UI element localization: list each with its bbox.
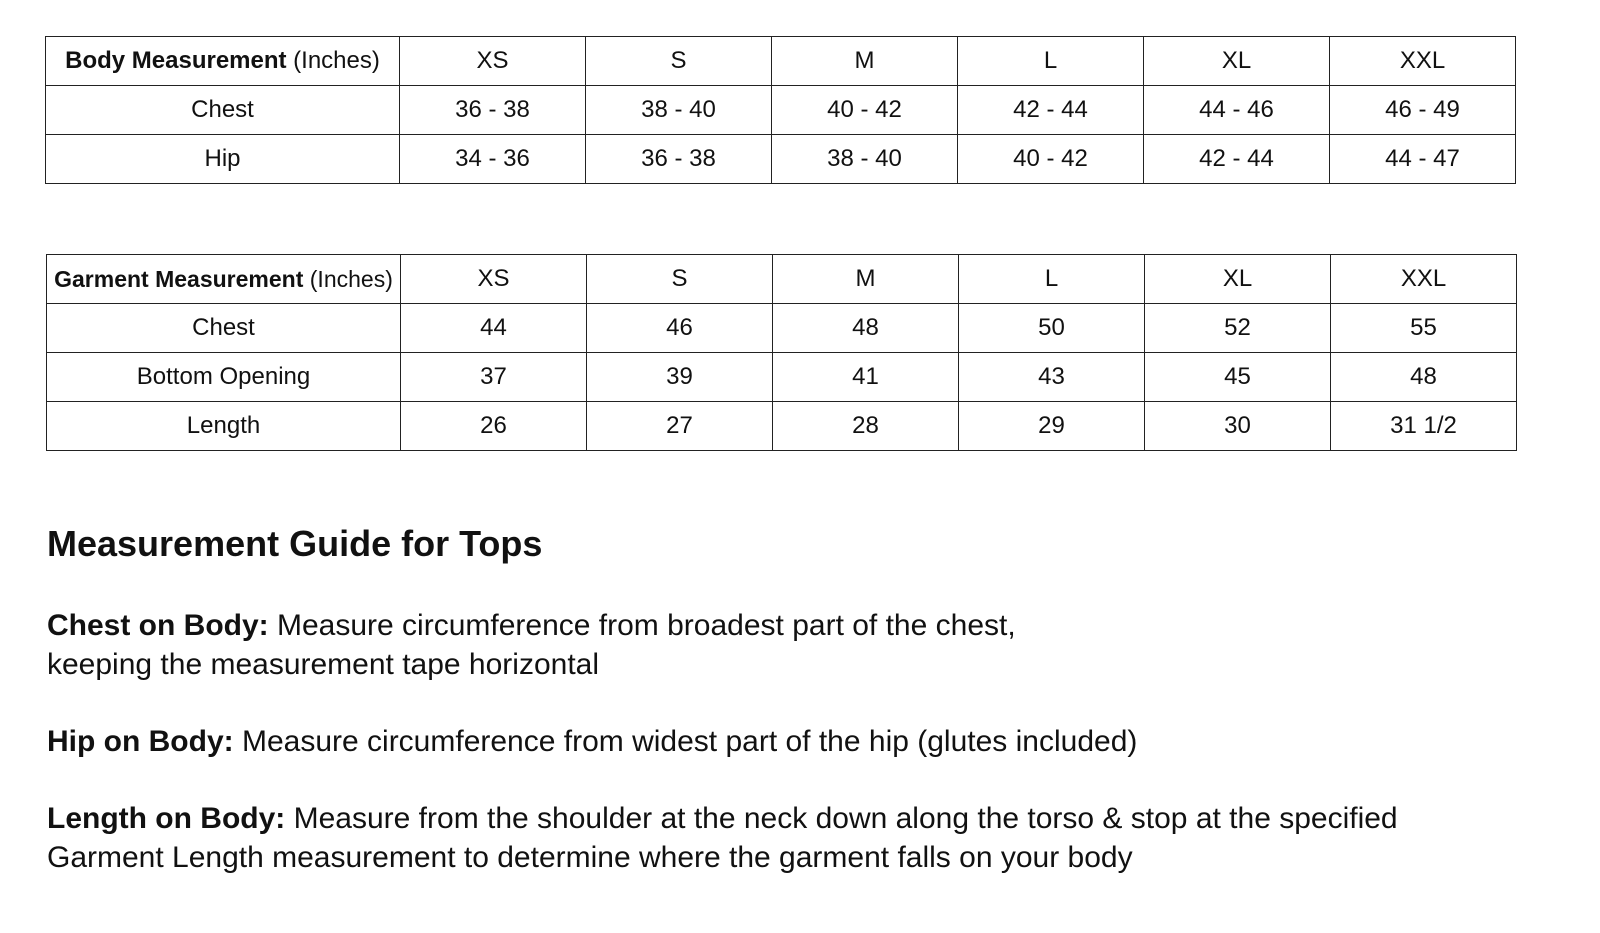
- table-cell: 30: [1145, 402, 1331, 451]
- table-row: [46, 135, 1516, 184]
- size-header: M: [772, 37, 958, 86]
- table-row: [46, 86, 1516, 135]
- table-cell: 50: [959, 304, 1145, 353]
- table-cell: 29: [959, 402, 1145, 451]
- size-header: L: [958, 37, 1144, 86]
- guide-title: Measurement Guide for Tops: [47, 523, 543, 564]
- measurement-guide: [47, 518, 1567, 877]
- table-row: [47, 402, 1517, 451]
- size-header: XXL: [1330, 37, 1516, 86]
- table-cell: 46: [587, 304, 773, 353]
- table-header-row: [46, 37, 1516, 86]
- table-cell: 26: [401, 402, 587, 451]
- table-cell: 43: [959, 353, 1145, 402]
- size-header: XL: [1144, 37, 1330, 86]
- size-header: XL: [1145, 255, 1331, 304]
- row-label: Length: [47, 402, 401, 451]
- size-header: S: [586, 37, 772, 86]
- table-cell: 41: [773, 353, 959, 402]
- table-header-label: Garment Measurement (Inches): [47, 255, 401, 304]
- guide-item-length: [47, 799, 1567, 877]
- table-cell: 38 - 40: [586, 86, 772, 135]
- table-cell: 31 1/2: [1331, 402, 1517, 451]
- table-cell: 27: [587, 402, 773, 451]
- guide-text: keeping the measurement tape horizontal: [47, 648, 600, 681]
- size-header: XXL: [1331, 255, 1517, 304]
- row-label: Chest: [47, 304, 401, 353]
- body-measurement-table: [45, 36, 1516, 184]
- table-row: [47, 304, 1517, 353]
- table-cell: 28: [773, 402, 959, 451]
- table-cell: 48: [1331, 353, 1517, 402]
- table-header-label: Body Measurement (Inches): [46, 37, 400, 86]
- table-cell: 42 - 44: [958, 86, 1144, 135]
- guide-text: Measure circumference from widest part of the hip (glutes included): [233, 725, 1138, 758]
- table-cell: 46 - 49: [1330, 86, 1516, 135]
- table-header-row: [47, 255, 1517, 304]
- table-cell: 44 - 46: [1144, 86, 1330, 135]
- row-label: Chest: [46, 86, 400, 135]
- table-cell: 40 - 42: [772, 86, 958, 135]
- guide-text: Garment Length measurement to determine where the garment falls on your body: [47, 841, 1133, 874]
- size-header: XS: [400, 37, 586, 86]
- guide-text: Measure from the shoulder at the neck down along the torso & stop at the specified: [285, 802, 1398, 835]
- size-header: XS: [401, 255, 587, 304]
- table-cell: 36 - 38: [586, 135, 772, 184]
- table-cell: 40 - 42: [958, 135, 1144, 184]
- table-cell: 36 - 38: [400, 86, 586, 135]
- table-cell: 42 - 44: [1144, 135, 1330, 184]
- table-cell: 45: [1145, 353, 1331, 402]
- guide-item-chest: [47, 606, 1567, 684]
- table-cell: 52: [1145, 304, 1331, 353]
- table-cell: 44 - 47: [1330, 135, 1516, 184]
- table-cell: 39: [587, 353, 773, 402]
- row-label: Bottom Opening: [47, 353, 401, 402]
- size-header: M: [773, 255, 959, 304]
- table-row: [47, 353, 1517, 402]
- table-cell: 48: [773, 304, 959, 353]
- table-cell: 37: [401, 353, 587, 402]
- guide-term: Hip on Body:: [47, 725, 234, 758]
- table-cell: 44: [401, 304, 587, 353]
- guide-term: Chest on Body:: [47, 609, 269, 642]
- garment-measurement-table: [46, 254, 1517, 451]
- table-cell: 38 - 40: [772, 135, 958, 184]
- size-header: L: [959, 255, 1145, 304]
- row-label: Hip: [46, 135, 400, 184]
- guide-text: Measure circumference from broadest part of the chest,: [268, 609, 1016, 642]
- size-header: S: [587, 255, 773, 304]
- guide-term: Length on Body:: [47, 802, 286, 835]
- table-cell: 34 - 36: [400, 135, 586, 184]
- table-cell: 55: [1331, 304, 1517, 353]
- guide-item-hip: [47, 722, 1567, 761]
